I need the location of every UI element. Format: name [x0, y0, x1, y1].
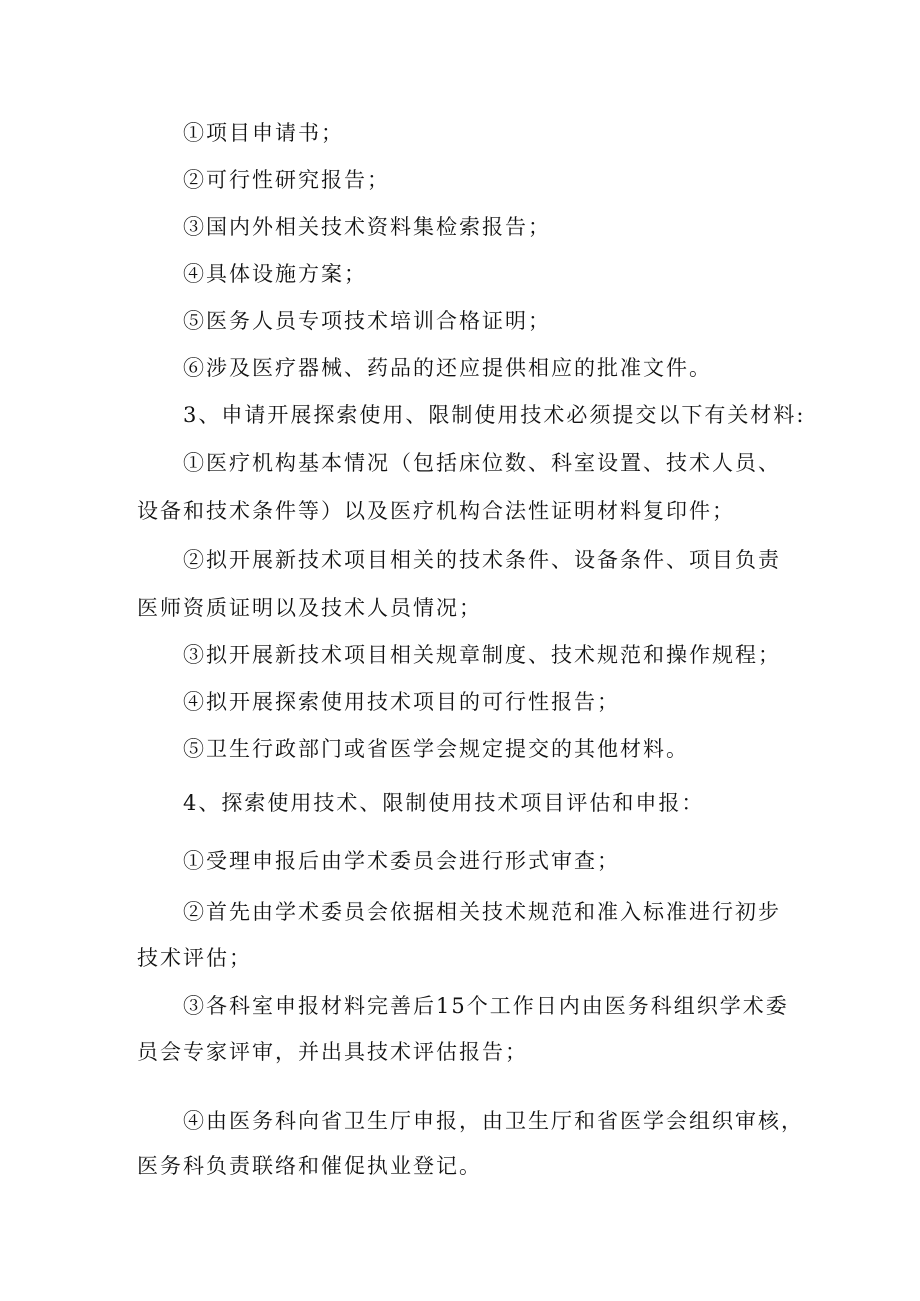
section-heading: 3、申请开展探索使用、限制使用技术必须提交以下有关材料:	[183, 403, 806, 427]
list-item-continuation: 技术评估；	[137, 946, 252, 970]
list-item: ①受理申报后由学术委员会进行形式审查；	[183, 849, 620, 873]
section-heading: 4、探索使用技术、限制使用技术项目评估和申报：	[183, 791, 705, 815]
list-item: ④具体设施方案；	[183, 262, 367, 286]
list-item: ③国内外相关技术资料集检索报告；	[183, 215, 551, 239]
list-item: ③拟开展新技术项目相关规章制度、技术规范和操作规程；	[183, 643, 781, 667]
list-item: ⑤卫生行政部门或省医学会规定提交的其他材料。	[183, 737, 689, 761]
list-item: ⑤医务人员专项技术培训合格证明；	[183, 309, 551, 333]
list-item: ④由医务科向省卫生厅申报，由卫生厅和省医学会组织审核，	[183, 1109, 804, 1133]
list-item: ④拟开展探索使用技术项目的可行性报告；	[183, 690, 620, 714]
list-item: ②拟开展新技术项目相关的技术条件、设备条件、项目负责	[183, 548, 781, 572]
list-item-continuation: 医务科负责联络和催促执业登记。	[137, 1154, 482, 1178]
list-item: ⑥涉及医疗器械、药品的还应提供相应的批准文件。	[183, 356, 712, 380]
list-item: ①医疗机构基本情况（包括床位数、科室设置、技术人员、	[183, 451, 781, 475]
list-item-continuation: 员会专家评审，并出具技术评估报告；	[137, 1040, 528, 1064]
list-item-continuation: 设备和技术条件等）以及医疗机构合法性证明材料复印件；	[137, 499, 735, 523]
list-item: ②可行性研究报告；	[183, 168, 390, 192]
list-item: ②首先由学术委员会依据相关技术规范和准入标准进行初步	[183, 900, 781, 924]
list-item: ③各科室申报材料完善后15个工作日内由医务科组织学术委	[183, 994, 789, 1018]
list-item-continuation: 医师资质证明以及技术人员情况；	[137, 596, 482, 620]
list-item: ①项目申请书；	[183, 121, 344, 145]
